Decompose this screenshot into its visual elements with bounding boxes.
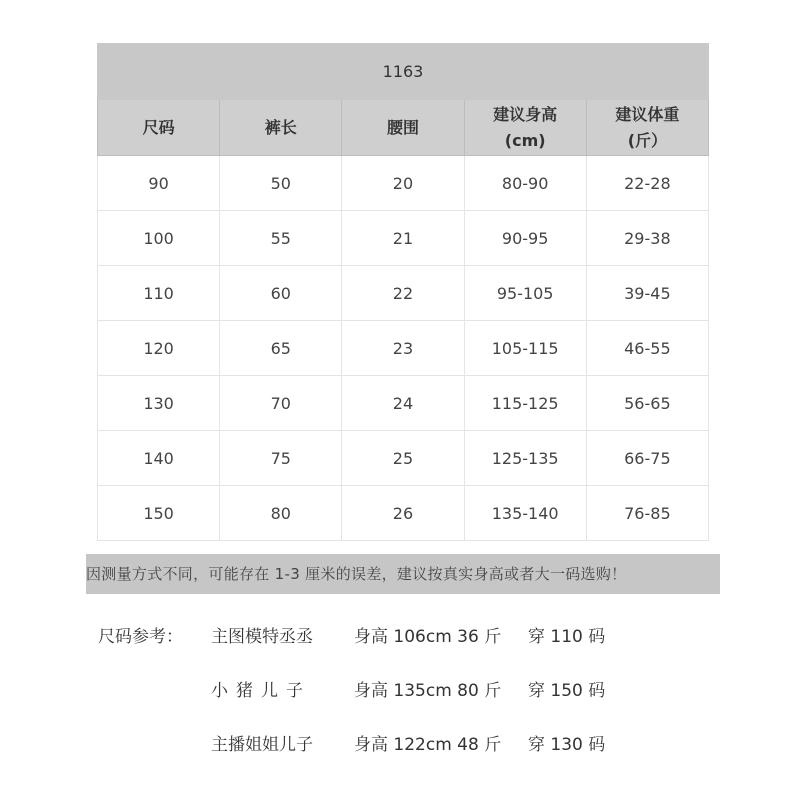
table-row [98, 486, 709, 541]
cell-pants-length: 75 [220, 431, 342, 486]
cell-pants-length: 60 [220, 266, 342, 321]
cell-waist: 25 [342, 431, 464, 486]
table-row [98, 376, 709, 431]
cell-weight: 66-75 [586, 431, 708, 486]
size-chart-table [97, 43, 709, 541]
reference-who: 主图模特丞丞 [211, 627, 313, 647]
header-height-line1: 建议身高 [493, 104, 558, 124]
table-header-row [98, 100, 709, 156]
header-suggested-height [464, 100, 586, 156]
cell-waist: 24 [342, 376, 464, 431]
table-row [98, 266, 709, 321]
cell-height: 125-135 [464, 431, 586, 486]
cell-weight: 46-55 [586, 321, 708, 376]
cell-height: 135-140 [464, 486, 586, 541]
table-row [98, 156, 709, 211]
cell-size: 110 [98, 266, 220, 321]
cell-waist: 26 [342, 486, 464, 541]
cell-pants-length: 50 [220, 156, 342, 211]
header-weight-line2: (斤） [627, 130, 668, 150]
cell-pants-length: 55 [220, 211, 342, 266]
cell-size: 150 [98, 486, 220, 541]
cell-pants-length: 70 [220, 376, 342, 431]
cell-waist: 21 [342, 211, 464, 266]
cell-weight: 56-65 [586, 376, 708, 431]
cell-weight: 76-85 [586, 486, 708, 541]
cell-size: 120 [98, 321, 220, 376]
reference-who: 主播姐姐儿子 [211, 735, 313, 755]
cell-pants-length: 80 [220, 486, 342, 541]
reference-size: 穿 150 码 [528, 681, 606, 701]
cell-height: 90-95 [464, 211, 586, 266]
measurement-note: 因测量方式不同，可能存在 1-3 厘米的误差，建议按真实身高或者大一码选购！ [86, 554, 720, 594]
cell-waist: 23 [342, 321, 464, 376]
reference-size: 穿 130 码 [528, 735, 606, 755]
header-size: 尺码 [98, 100, 220, 156]
header-waist: 腰围 [342, 100, 464, 156]
cell-height: 80-90 [464, 156, 586, 211]
reference-height: 身高 122cm 48 斤 [354, 735, 502, 755]
cell-size: 130 [98, 376, 220, 431]
cell-weight: 22-28 [586, 156, 708, 211]
table-title: 1163 [98, 44, 709, 100]
reference-height: 身高 106cm 36 斤 [354, 627, 502, 647]
cell-size: 90 [98, 156, 220, 211]
cell-height: 105-115 [464, 321, 586, 376]
cell-waist: 20 [342, 156, 464, 211]
cell-pants-length: 65 [220, 321, 342, 376]
cell-height: 95-105 [464, 266, 586, 321]
cell-waist: 22 [342, 266, 464, 321]
table-title-row [98, 44, 709, 100]
reference-size: 穿 110 码 [528, 627, 606, 647]
header-weight-line1: 建议体重 [615, 104, 680, 124]
cell-weight: 29-38 [586, 211, 708, 266]
cell-size: 100 [98, 211, 220, 266]
cell-weight: 39-45 [586, 266, 708, 321]
cell-size: 140 [98, 431, 220, 486]
reference-height: 身高 135cm 80 斤 [354, 681, 502, 701]
header-pants-length: 裤长 [220, 100, 342, 156]
table-row [98, 211, 709, 266]
header-suggested-weight [586, 100, 708, 156]
table-row [98, 431, 709, 486]
table-row [98, 321, 709, 376]
header-height-line2: (cm) [504, 130, 546, 150]
cell-height: 115-125 [464, 376, 586, 431]
reference-who: 小猪儿子 [211, 681, 311, 701]
reference-label: 尺码参考： [98, 627, 183, 647]
